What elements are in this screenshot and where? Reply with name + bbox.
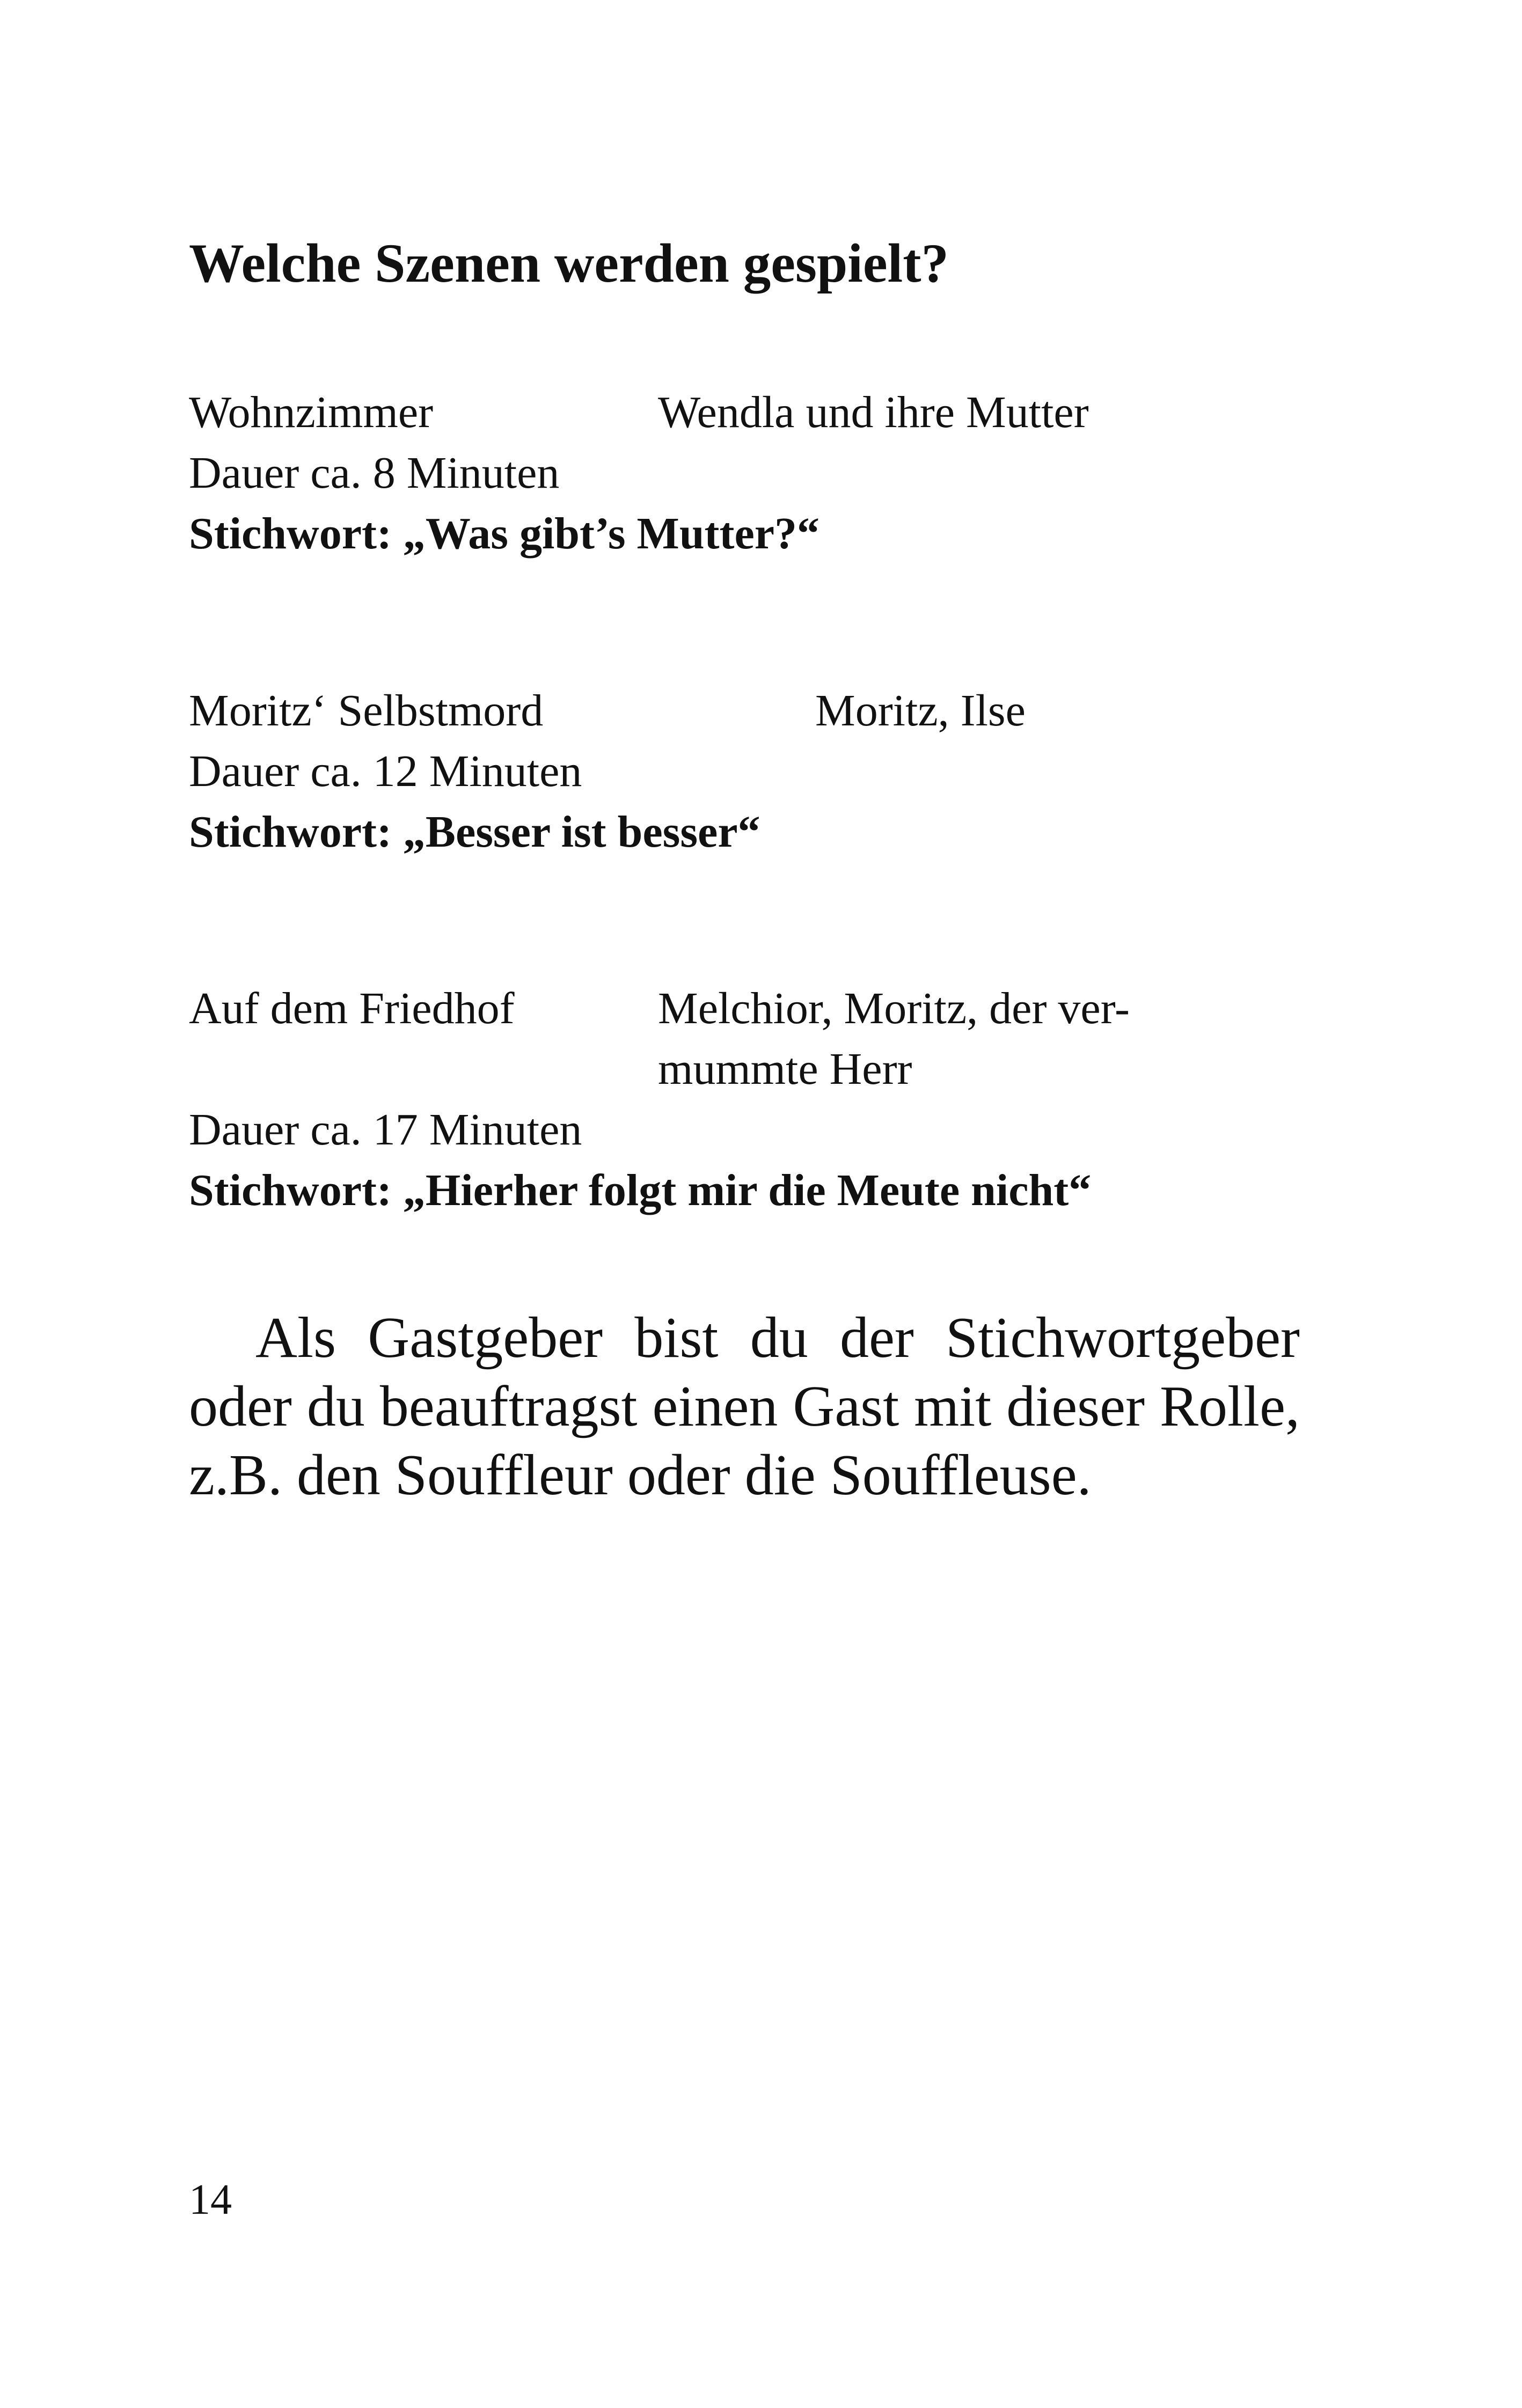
section-heading: Welche Szenen werden gespielt? xyxy=(189,233,949,294)
scene-entry xyxy=(189,680,1300,862)
scene-cast: Moritz, Ilse xyxy=(815,686,1026,736)
scene-cast-continuation: mummte Herr xyxy=(658,1044,912,1094)
scene-title: Auf dem Friedhof xyxy=(189,983,515,1033)
scene-entry xyxy=(189,382,1300,564)
scene-duration: Dauer ca. 17 Minuten xyxy=(189,1105,582,1155)
scene-cast-continuation-row xyxy=(189,1039,1300,1099)
scene-cue: Stichwort: „Hierher folgt mir die Meute nicht“ xyxy=(189,1165,1092,1215)
scene-title: Wohnzimmer xyxy=(189,387,434,437)
scene-header-row xyxy=(189,978,1300,1039)
scene-cast: Wendla und ihre Mutter xyxy=(658,387,1089,437)
page-number: 14 xyxy=(189,2176,232,2223)
scene-title: Moritz‘ Selbstmord xyxy=(189,686,544,736)
body-paragraph: Als Gastgeber bist du der Stichwortgeber oder du beauftragst einen Gast mit dieser Rolle, z.B. den Souffleur oder die Souffleuse. xyxy=(189,1306,1300,1507)
scene-cast: Melchior, Moritz, der ver- xyxy=(658,983,1130,1033)
scene-cue: Stichwort: „Was gibt’s Mutter?“ xyxy=(189,509,820,559)
scene-duration: Dauer ca. 12 Minuten xyxy=(189,746,582,796)
scene-header-row xyxy=(189,382,1300,443)
scene-header-row xyxy=(189,680,1300,741)
scene-duration: Dauer ca. 8 Minuten xyxy=(189,448,560,498)
scene-cue: Stichwort: „Besser ist besser“ xyxy=(189,807,760,857)
book-page xyxy=(189,0,1300,2408)
scene-entry xyxy=(189,978,1300,1221)
